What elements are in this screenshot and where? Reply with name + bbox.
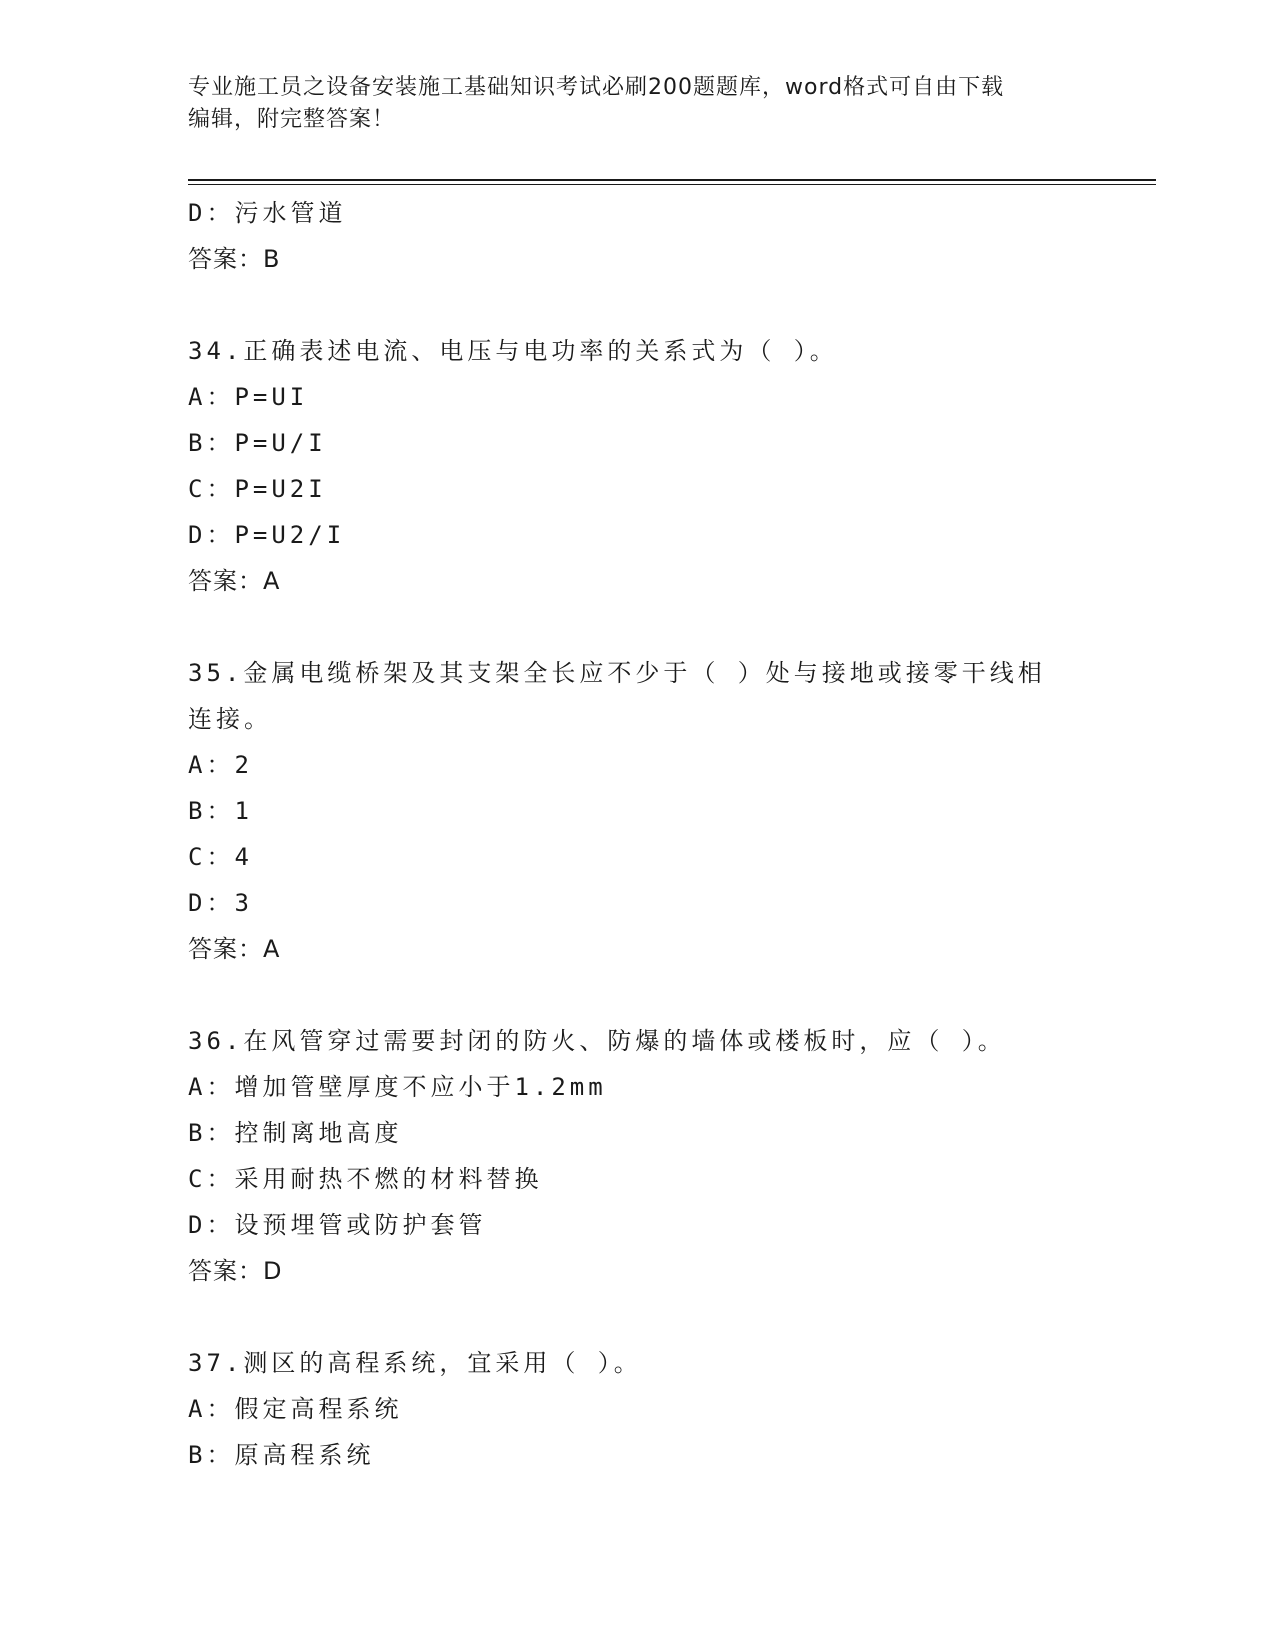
spacer <box>188 604 1088 650</box>
option-a: A：增加管壁厚度不应小于1.2mm <box>188 1073 607 1101</box>
option-c: C：采用耐热不燃的材料替换 <box>188 1165 543 1193</box>
document-header <box>188 72 1088 136</box>
option-b: B：控制离地高度 <box>188 1119 403 1147</box>
prev-option-d: D：污水管道 <box>188 199 347 227</box>
answer: 答案：A <box>188 567 281 595</box>
header-rule-thin <box>188 184 1156 185</box>
question-34 <box>188 328 1088 604</box>
question-stem: 36.在风管穿过需要封闭的防火、防爆的墙体或楼板时，应（ ）。 <box>188 1027 1006 1055</box>
question-stem: 34.正确表述电流、电压与电功率的关系式为（ ）。 <box>188 337 838 365</box>
prev-answer: 答案：B <box>188 245 281 273</box>
answer: 答案：A <box>188 935 281 963</box>
header-rule-thick <box>188 179 1156 181</box>
option-b: B：原高程系统 <box>188 1441 375 1469</box>
question-stem: 37.测区的高程系统，宜采用（ ）。 <box>188 1349 642 1377</box>
option-d: D：设预埋管或防护套管 <box>188 1211 487 1239</box>
spacer <box>188 1294 1088 1340</box>
question-stem-cont: 连接。 <box>188 705 272 733</box>
question-36 <box>188 1018 1088 1294</box>
question-list <box>188 190 1088 1478</box>
question-37 <box>188 1340 1088 1478</box>
question-35 <box>188 650 1088 972</box>
option-c: C：P=U2I <box>188 475 327 503</box>
option-a: A：P=UI <box>188 383 309 411</box>
spacer <box>188 282 1088 328</box>
option-b: B：P=U/I <box>188 429 327 457</box>
option-d: D：P=U2/I <box>188 521 346 549</box>
spacer <box>188 972 1088 1018</box>
question-stem: 35.金属电缆桥架及其支架全长应不少于（ ）处与接地或接零干线相 <box>188 659 1046 687</box>
header-line-1: 专业施工员之设备安装施工基础知识考试必刷200题题库，word格式可自由下载 <box>188 75 1005 100</box>
header-line-2: 编辑，附完整答案！ <box>188 107 396 132</box>
option-b: B：1 <box>188 797 253 825</box>
option-c: C：4 <box>188 843 253 871</box>
option-a: A：假定高程系统 <box>188 1395 403 1423</box>
option-a: A：2 <box>188 751 253 779</box>
answer: 答案：D <box>188 1257 283 1285</box>
option-d: D：3 <box>188 889 253 917</box>
